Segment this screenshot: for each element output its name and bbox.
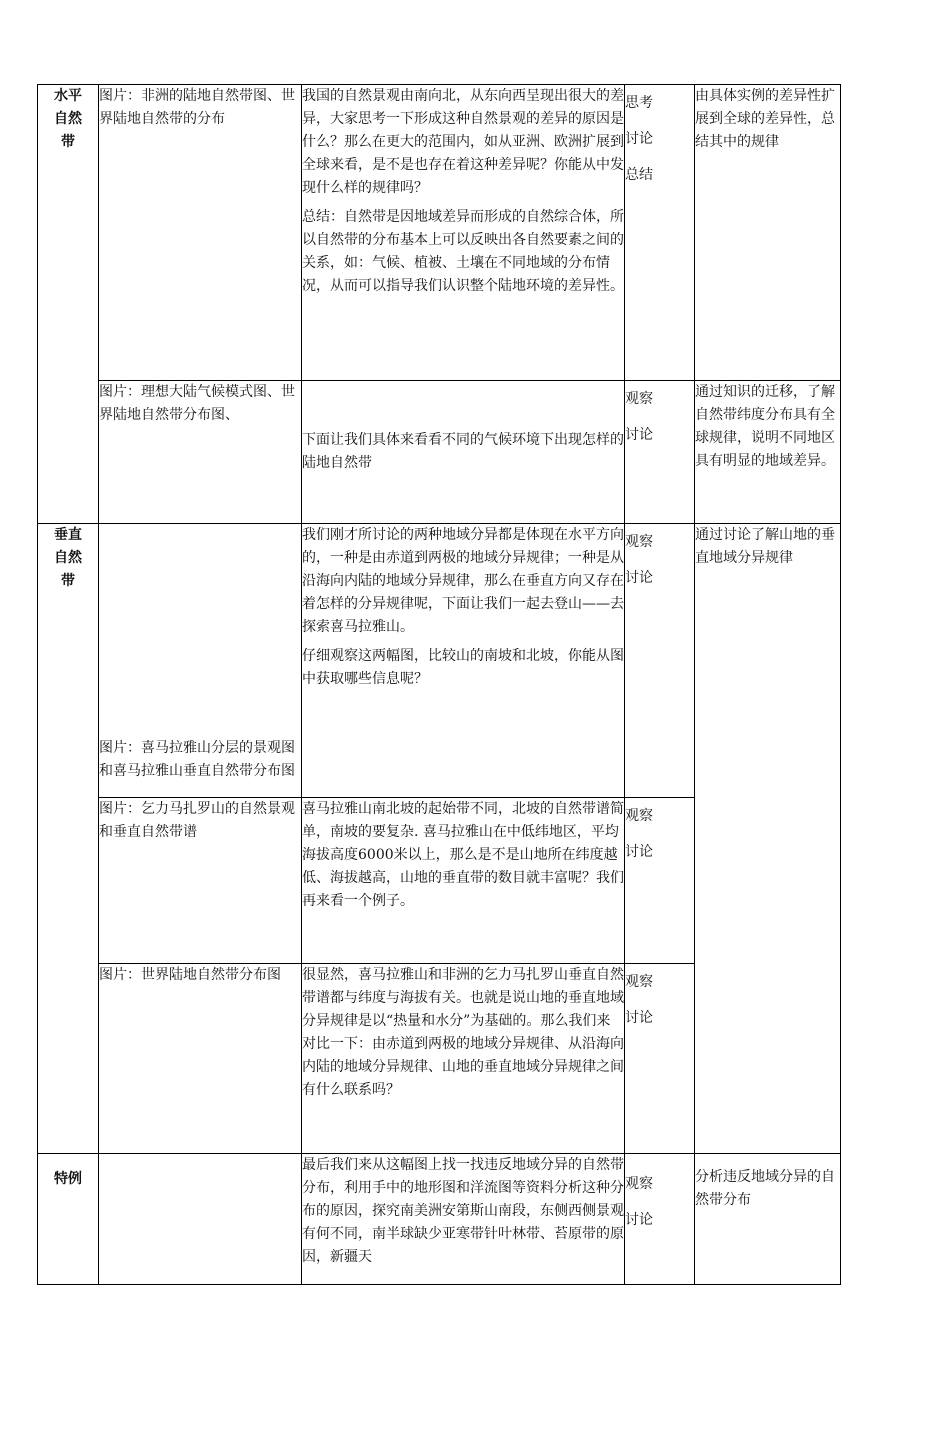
content-paragraph: 我们刚才所讨论的两种地域分异都是体现在水平方向的，一种是由赤道到两极的地域分异规律；一种是从沿海向内陆的地域分异规律，那么在垂直方向又存在着怎样的分异规律呢，下面让我们一起去登山——去探索喜马拉雅山。 xyxy=(302,527,624,635)
activity-cell xyxy=(625,1154,695,1285)
objective-cell: 通过讨论了解山地的垂直地域分异规律 xyxy=(695,524,841,1154)
section-label-horizontal: 水平自然带 xyxy=(38,85,99,524)
content-cell: 喜马拉雅山南北坡的起始带不同，北坡的自然带谱简单，南坡的要复杂. 喜马拉雅山在中低纬地区，平均海拔高度6000米以上，那么是不是山地所在纬度越低、海拔越高，山地的垂直带的数目就丰富呢？我们再来看一个例子。 xyxy=(302,798,625,964)
activity-item: 总结 xyxy=(625,167,653,183)
activity-cell xyxy=(625,381,695,524)
material-cell: 图片：乞力马扎罗山的自然景观和垂直自然带谱 xyxy=(99,798,302,964)
objective-cell: 由具体实例的差异性扩展到全球的差异性，总结其中的规律 xyxy=(695,85,841,381)
activity-item: 讨论 xyxy=(625,427,653,443)
content-cell: 很显然，喜马拉雅山和非洲的乞力马扎罗山垂直自然带谱都与纬度与海拔有关。也就是说山地的垂直地域分异规律是以“热量和水分”为基础的。那么我们来对比一下：由赤道到两极的地域分异规律、从沿海向内陆的地域分异规律、山地的垂直地域分异规律之间有什么联系吗？ xyxy=(302,964,625,1154)
activity-item: 观察 xyxy=(625,391,653,407)
content-cell: 下面让我们具体来看看不同的气候环境下出现怎样的陆地自然带 xyxy=(302,381,625,524)
content-cell xyxy=(302,85,625,381)
table-row xyxy=(38,1154,841,1285)
material-cell: 图片：理想大陆气候模式图、世界陆地自然带分布图、 xyxy=(99,381,302,524)
material-cell xyxy=(99,1154,302,1285)
lesson-plan-table xyxy=(37,84,841,1285)
activity-item: 思考 xyxy=(625,95,653,111)
table-row xyxy=(38,85,841,381)
table-row xyxy=(38,524,841,798)
objective-cell: 通过知识的迁移，了解自然带纬度分布具有全球规律，说明不同地区具有明显的地域差异。 xyxy=(695,381,841,524)
activity-cell xyxy=(625,85,695,381)
material-cell: 图片：世界陆地自然带分布图 xyxy=(99,964,302,1154)
activity-item: 观察 xyxy=(625,808,653,824)
activity-item: 观察 xyxy=(625,974,653,990)
activity-item: 讨论 xyxy=(625,1010,653,1026)
activity-item: 讨论 xyxy=(625,570,653,586)
activity-item: 讨论 xyxy=(625,131,653,147)
material-cell: 图片：非洲的陆地自然带图、世界陆地自然带的分布 xyxy=(99,85,302,381)
activity-item: 观察 xyxy=(625,534,653,550)
activity-cell xyxy=(625,964,695,1154)
content-paragraph: 我国的自然景观由南向北，从东向西呈现出很大的差异，大家思考一下形成这种自然景观的差异的原因是什么？那么在更大的范围内，如从亚洲、欧洲扩展到全球来看，是不是也存在着这种差异呢？你能从中发现什么样的规律吗？ xyxy=(302,88,624,196)
material-cell: 图片：喜马拉雅山分层的景观图和喜马拉雅山垂直自然带分布图 xyxy=(99,524,302,798)
activity-item: 讨论 xyxy=(625,1212,653,1228)
activity-item: 观察 xyxy=(625,1176,653,1192)
table-row xyxy=(38,381,841,524)
content-paragraph: 仔细观察这两幅图，比较山的南坡和北坡，你能从图中获取哪些信息呢？ xyxy=(302,648,624,687)
activity-cell xyxy=(625,524,695,798)
content-paragraph: 总结：自然带是因地域差异而形成的自然综合体，所以自然带的分布基本上可以反映出各自然要素之间的关系，如：气候、植被、土壤在不同地域的分布情况，从而可以指导我们认识整个陆地环境的差异性。 xyxy=(302,209,624,294)
section-label-special: 特例 xyxy=(38,1154,99,1285)
objective-cell: 分析违反地域分异的自然带分布 xyxy=(695,1154,841,1285)
activity-cell xyxy=(625,798,695,964)
content-cell: 最后我们来从这幅图上找一找违反地域分异的自然带分布，利用手中的地形图和洋流图等资料分析这种分布的原因，探究南美洲安第斯山南段，东侧西侧景观有何不同，南半球缺少亚寒带针叶林带、苔原带的原因，新疆天 xyxy=(302,1154,625,1285)
content-cell xyxy=(302,524,625,798)
section-label-vertical: 垂直自然带 xyxy=(38,524,99,1154)
activity-item: 讨论 xyxy=(625,844,653,860)
